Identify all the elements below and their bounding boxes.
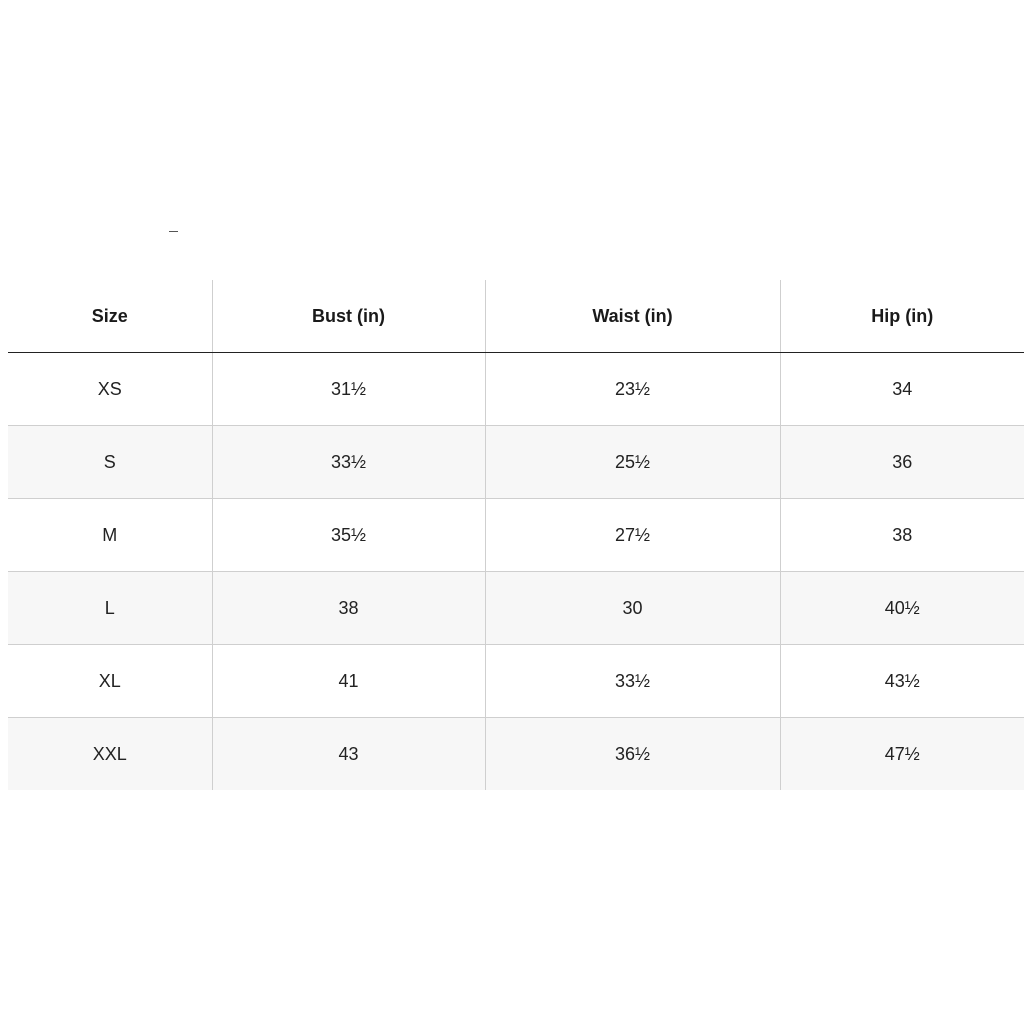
cell-hip: 43½	[780, 645, 1024, 718]
cell-waist: 33½	[485, 645, 780, 718]
cell-hip: 36	[780, 426, 1024, 499]
cell-waist: 27½	[485, 499, 780, 572]
cell-hip: 38	[780, 499, 1024, 572]
table-row	[8, 718, 1024, 791]
cell-size: S	[8, 426, 212, 499]
header-size: Size	[8, 280, 212, 353]
cell-bust: 33½	[212, 426, 485, 499]
table-row	[8, 353, 1024, 426]
cell-bust: 38	[212, 572, 485, 645]
cell-bust: 35½	[212, 499, 485, 572]
cell-size: XL	[8, 645, 212, 718]
cell-hip: 47½	[780, 718, 1024, 791]
cell-waist: 25½	[485, 426, 780, 499]
cell-waist: 23½	[485, 353, 780, 426]
cell-size: XS	[8, 353, 212, 426]
cell-bust: 43	[212, 718, 485, 791]
size-chart-table	[8, 280, 1024, 790]
stray-dash-mark	[169, 231, 178, 232]
header-waist: Waist (in)	[485, 280, 780, 353]
header-bust: Bust (in)	[212, 280, 485, 353]
cell-waist: 36½	[485, 718, 780, 791]
cell-hip: 40½	[780, 572, 1024, 645]
cell-size: M	[8, 499, 212, 572]
cell-size: L	[8, 572, 212, 645]
cell-hip: 34	[780, 353, 1024, 426]
table-row	[8, 572, 1024, 645]
table-row	[8, 499, 1024, 572]
cell-size: XXL	[8, 718, 212, 791]
table-row	[8, 645, 1024, 718]
table-header-row	[8, 280, 1024, 353]
cell-waist: 30	[485, 572, 780, 645]
table-row	[8, 426, 1024, 499]
cell-bust: 31½	[212, 353, 485, 426]
header-hip: Hip (in)	[780, 280, 1024, 353]
cell-bust: 41	[212, 645, 485, 718]
